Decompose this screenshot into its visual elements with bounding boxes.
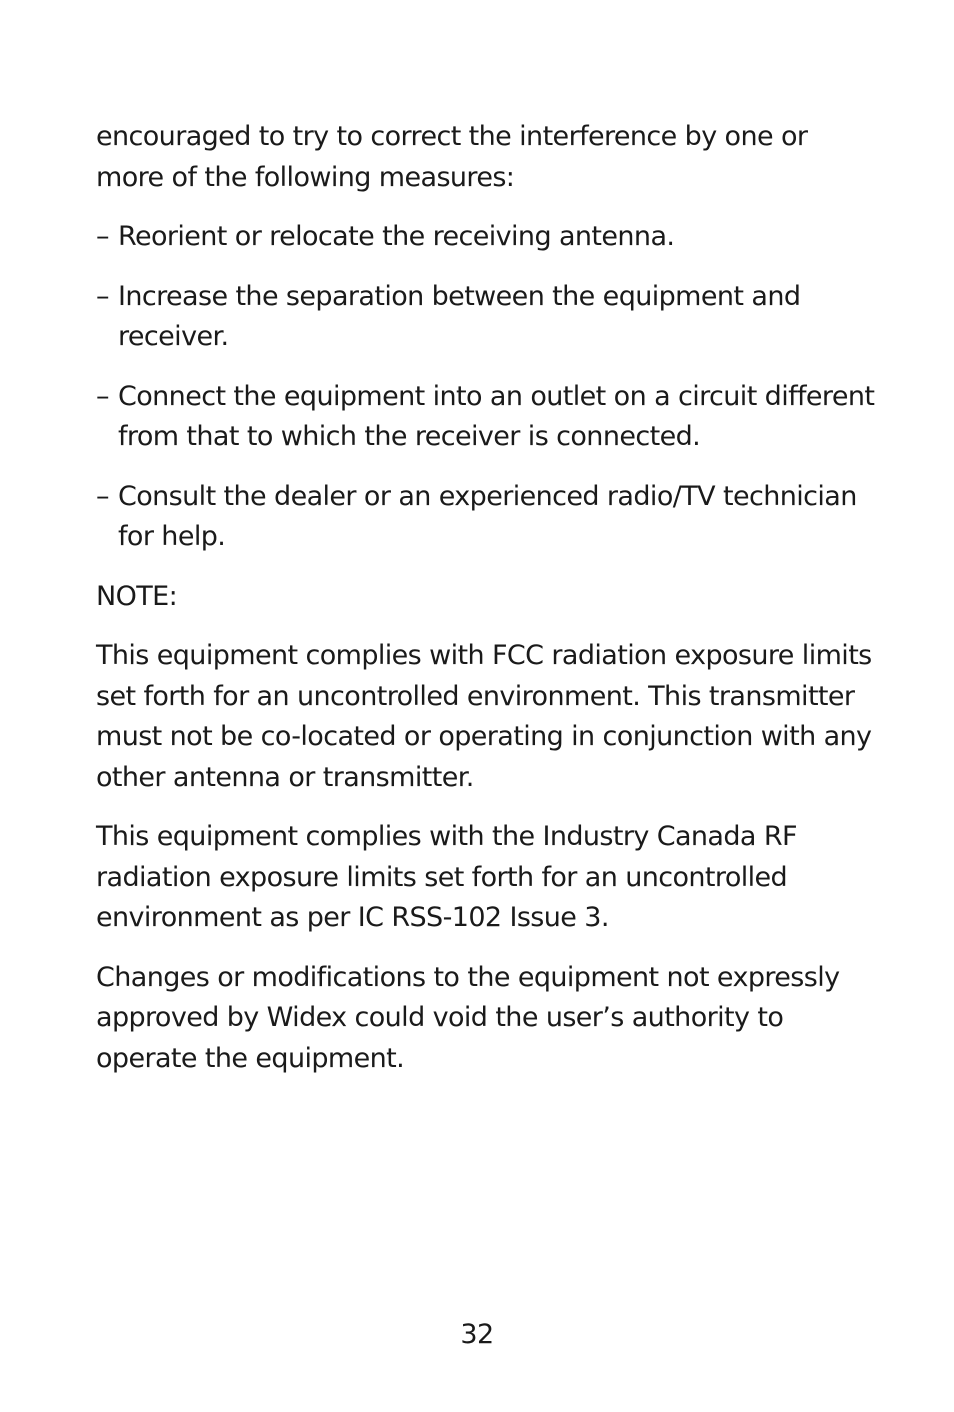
dash-marker: – xyxy=(96,280,109,312)
fcc-exposure-paragraph: This equipment complies with FCC radiation exposure limits set forth for an uncontrolled environment. This transmitter must not be co-located or operating in conjunction with any other antenna or transmitter. xyxy=(96,640,872,793)
dash-marker: – xyxy=(96,480,109,512)
measure-text: Reorient or relocate the receiving antenna. xyxy=(118,221,675,252)
measure-item-separation xyxy=(96,277,876,358)
modifications-warning-paragraph: Changes or modifications to the equipment not expressly approved by Widex could void the user’s authority to operate the equipment. xyxy=(96,961,840,1074)
page-body xyxy=(96,117,876,1098)
measure-text: Increase the separation between the equipment and receiver. xyxy=(118,280,801,352)
measures-list xyxy=(96,217,876,558)
industry-canada-paragraph: This equipment complies with the Industry Canada RF radiation exposure limits set forth for an uncontrolled environment as per IC RSS-102 Issue 3. xyxy=(96,821,797,933)
intro-paragraph: encouraged to try to correct the interference by one or more of the following measures: xyxy=(96,121,808,193)
dash-marker: – xyxy=(96,221,109,252)
measure-text: Consult the dealer or an experienced radio/TV technician for help. xyxy=(118,480,857,552)
measure-item-consult xyxy=(96,477,876,558)
measure-item-outlet xyxy=(96,377,876,458)
note-label: NOTE: xyxy=(96,580,178,612)
dash-marker: – xyxy=(96,380,109,412)
measure-item-reorient xyxy=(96,217,876,258)
page-number: 32 xyxy=(460,1319,494,1350)
measure-text: Connect the equipment into an outlet on a circuit different from that to which the receiver is connected. xyxy=(118,380,875,452)
